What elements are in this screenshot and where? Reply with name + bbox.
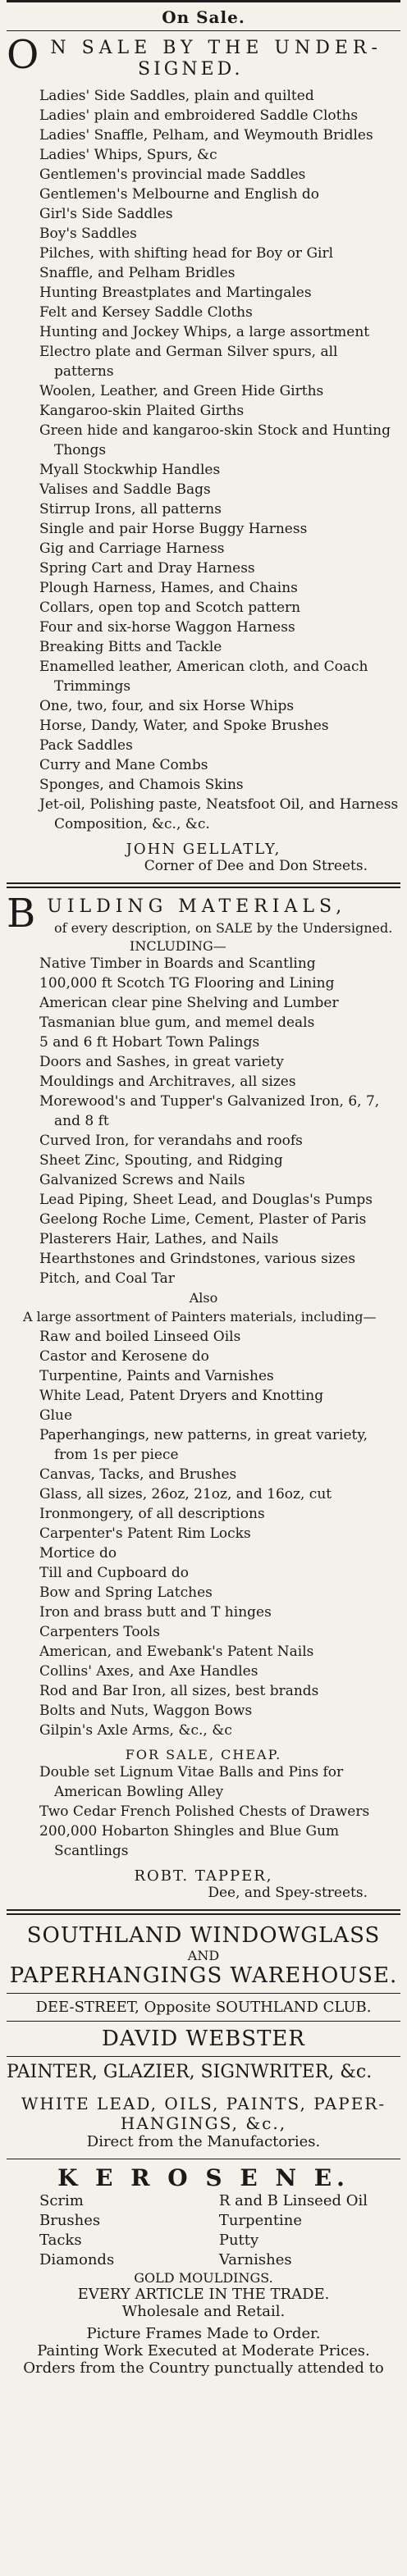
list-item: Electro plate and German Silver spurs, all patterns [39, 344, 338, 381]
gellatly-items [7, 86, 400, 834]
gellatly-signature: JOHN GELLATLY, [126, 841, 281, 859]
supply-item: Putty [218, 2231, 259, 2249]
tapper-ad [0, 891, 407, 1901]
picture-frames: Picture Frames Made to Order. [86, 2324, 321, 2342]
list-item: Carpenters Tools [39, 1623, 160, 1640]
webster-ad [0, 1923, 407, 2377]
list-item: Myall Stockwhip Handles [39, 462, 221, 479]
list-item: Galvanized Screws and Nails [39, 1171, 245, 1188]
supply-item: Diamonds [39, 2250, 115, 2268]
list-item: Sheet Zinc, Spouting, and Ridging [39, 1151, 283, 1169]
list-item: Single and pair Horse Buggy Harness [39, 521, 308, 538]
dropcap-o: O [7, 32, 44, 78]
paperhangings-title: PAPERHANGINGS WAREHOUSE. [9, 1963, 398, 1988]
supplies-left [39, 2191, 114, 2270]
on-sale-header: On Sale. [162, 7, 245, 27]
gellatly-address: Corner of Dee and Don Streets. [144, 858, 368, 875]
list-item: Turpentine, Paints and Varnishes [39, 1367, 274, 1384]
list-item: Snaffle, and Pelham Bridles [39, 265, 236, 282]
supplies-grid [7, 2191, 400, 2270]
supply-item: R and B Linseed Oil [218, 2191, 368, 2209]
list-item: Morewood's and Tupper's Galvanized Iron, 6, 7, and 8 ft [39, 1092, 380, 1129]
list-item: Hunting Breastplates and Martingales [39, 285, 312, 302]
list-item: Ladies' plain and embroidered Saddle Cloths [39, 107, 359, 125]
list-item: Glue [39, 1407, 73, 1424]
supply-item: Varnishes [218, 2250, 292, 2268]
also-label: Also [189, 1289, 218, 1306]
list-item: Gilpin's Axle Arms, &c., &c [39, 1721, 232, 1739]
southland-title: SOUTHLAND WINDOWGLASS [26, 1922, 381, 1948]
list-item: One, two, four, and six Horse Whips [39, 698, 295, 715]
list-item: Green hide and kangaroo-skin Stock and Hunting Thongs [39, 422, 391, 459]
cheap-items [7, 1762, 400, 1861]
painting-work: Painting Work Executed at Moderate Prices. [37, 2341, 370, 2359]
list-item: Till and Cupboard do [39, 1564, 190, 1581]
list-item: Pitch, and Coal Tar [39, 1270, 175, 1287]
list-item: Lead Piping, Sheet Lead, and Douglas's Pumps [39, 1191, 373, 1208]
list-item: Ladies' Side Saddles, plain and quilted [39, 88, 314, 105]
gold-mouldings: GOLD MOULDINGS. [134, 2269, 273, 2286]
gellatly-opening: O N SALE BY THE UNDER- [7, 32, 382, 78]
list-item: Glass, all sizes, 26oz, 21oz, and 16oz, cut [39, 1485, 332, 1502]
list-item: 5 and 6 ft Hobart Town Palings [39, 1033, 260, 1051]
list-item: Hunting and Jockey Whips, a large assortment [39, 324, 370, 341]
gellatly-ad [0, 32, 407, 875]
supply-item: Scrim [39, 2191, 84, 2209]
street-line: DEE-STREET, Opposite SOUTHLAND CLUB. [35, 1998, 372, 2016]
list-item: Raw and boiled Linseed Oils [39, 1328, 241, 1345]
list-item: Ladies' Whips, Spurs, &c [39, 147, 217, 164]
list-item: Ladies' Snaffle, Pelham, and Weymouth Bridles [39, 127, 373, 144]
building-items [7, 954, 400, 1288]
list-item: Boy's Saddles [39, 226, 137, 243]
supplies-right [219, 2191, 368, 2270]
header-rule [7, 30, 400, 31]
list-item: Mouldings and Architraves, all sizes [39, 1073, 296, 1090]
list-item: Gentlemen's provincial made Saddles [39, 166, 306, 184]
painters-items [7, 1327, 400, 1740]
list-item: Sponges, and Chamois Skins [39, 777, 244, 794]
supply-item: Brushes [39, 2211, 101, 2229]
dropcap-b: B [7, 891, 41, 937]
list-item: Two Cedar French Polished Chests of Drawers [39, 1803, 370, 1820]
building-materials-opening: B UILDING MATERIALS, [7, 891, 347, 937]
list-item: Canvas, Tacks, and Brushes [39, 1466, 237, 1483]
list-item: Geelong Roche Lime, Cement, Plaster of Paris [39, 1210, 367, 1228]
building-materials-sub: of every description, on SALE by the Undersigned. [54, 919, 393, 936]
list-item: Pilches, with shifting head for Boy or Girl [39, 245, 334, 262]
david-webster: DAVID WEBSTER [101, 2026, 305, 2051]
list-item: Felt and Kersey Saddle Cloths [39, 304, 253, 321]
for-sale-cheap: FOR SALE, CHEAP. [125, 1746, 282, 1762]
list-item: American clear pine Shelving and Lumber [39, 994, 339, 1011]
divider [7, 2021, 400, 2022]
tapper-signature: ROBT. TAPPER, [134, 1867, 273, 1885]
list-item: Double set Lignum Vitae Balls and Pins for American Bowling Alley [39, 1763, 344, 1800]
supply-item: Turpentine [218, 2211, 303, 2229]
list-item: Gig and Carriage Harness [39, 540, 225, 558]
list-item: Hearthstones and Grindstones, various sizes [39, 1250, 356, 1267]
divider [7, 1993, 400, 1994]
list-item: Doors and Sashes, in great variety [39, 1053, 284, 1070]
list-item: Ironmongery, of all descriptions [39, 1505, 265, 1522]
list-item: Paperhangings, new patterns, in great variety, from 1s per piece [39, 1426, 368, 1463]
list-item: Four and six-horse Waggon Harness [39, 619, 295, 636]
every-article: EVERY ARTICLE IN THE TRADE. [77, 2285, 330, 2303]
list-item: Spring Cart and Dray Harness [39, 560, 255, 577]
section-divider-2 [7, 1909, 400, 1915]
list-item: Breaking Bitts and Tackle [39, 639, 222, 656]
list-item: Mortice do [39, 1544, 117, 1562]
list-item: Native Timber in Boards and Scantling [39, 955, 316, 972]
tapper-address: Dee, and Spey-streets. [208, 1884, 368, 1901]
list-item: Plasterers Hair, Lathes, and Nails [39, 1230, 279, 1247]
supply-item: Tacks [39, 2231, 82, 2249]
list-item: Collins' Axes, and Axe Handles [39, 1662, 258, 1680]
divider [7, 2056, 400, 2057]
list-item: Curved Iron, for verandahs and roofs [39, 1132, 303, 1149]
list-item: Castor and Kerosene do [39, 1347, 209, 1365]
list-item: Curry and Mane Combs [39, 757, 208, 774]
list-item: Stirrup Irons, all patterns [39, 501, 222, 518]
list-item: Pack Saddles [39, 737, 133, 755]
and-label: AND [187, 1947, 220, 1963]
list-item: Enamelled leather, American cloth, and Coach Trimmings [39, 659, 368, 695]
list-item: Girl's Side Saddles [39, 206, 173, 223]
list-item: Horse, Dandy, Water, and Spoke Brushes [39, 718, 329, 735]
white-lead: WHITE LEAD, OILS, PAINTS, PAPER-HANGINGS, &c., [21, 2093, 386, 2133]
section-divider-1 [7, 882, 400, 888]
list-item: Valises and Saddle Bags [39, 481, 211, 499]
gellatly-signed: SIGNED. [138, 59, 244, 80]
list-item: Kangaroo-skin Plaited Girths [39, 403, 245, 420]
list-item: Woolen, Leather, and Green Hide Girths [39, 383, 324, 400]
direct-from: Direct from the Manufactories. [86, 2132, 321, 2150]
painter-glazier: PAINTER, GLAZIER, SIGNWRITER, &c. [7, 2061, 373, 2082]
list-item: 200,000 Hobarton Shingles and Blue Gum Scantlings [39, 1822, 340, 1859]
building-materials-including: INCLUDING— [130, 937, 226, 954]
list-item: American, and Ewebank's Patent Nails [39, 1643, 314, 1660]
kerosene-title: K E R O S E N E. [57, 2163, 350, 2191]
list-item: Tasmanian blue gum, and memel deals [39, 1014, 315, 1031]
list-item: Iron and brass butt and T hinges [39, 1603, 272, 1621]
list-item: Bolts and Nuts, Waggon Bows [39, 1702, 253, 1719]
wholesale-retail: Wholesale and Retail. [121, 2302, 286, 2320]
list-item: Jet-oil, Polishing paste, Neatsfoot Oil, and Harness Composition, &c., &c. [39, 796, 399, 833]
list-item: Carpenter's Patent Rim Locks [39, 1525, 251, 1542]
list-item: White Lead, Patent Dryers and Knotting [39, 1387, 324, 1404]
list-item: Gentlemen's Melbourne and English do [39, 186, 320, 203]
list-item: Bow and Spring Latches [39, 1584, 213, 1601]
list-item: 100,000 ft Scotch TG Flooring and Lining [39, 974, 335, 992]
list-item: Collars, open top and Scotch pattern [39, 600, 301, 617]
painters-materials-intro: A large assortment of Painters materials, including— [23, 1308, 377, 1324]
country-orders: Orders from the Country punctually attended to [23, 2359, 384, 2377]
list-item: Rod and Bar Iron, all sizes, best brands [39, 1682, 319, 1699]
list-item: Plough Harness, Hames, and Chains [39, 580, 298, 597]
